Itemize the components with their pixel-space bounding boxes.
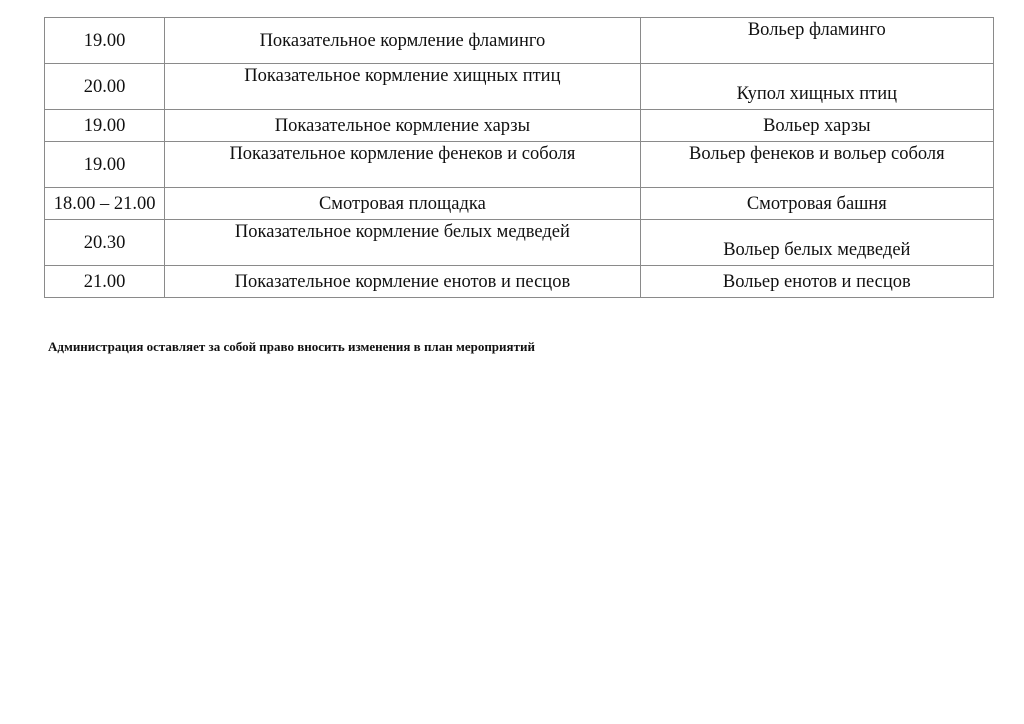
table-row bbox=[45, 64, 994, 110]
place-cell: Вольер белых медведей bbox=[640, 220, 993, 266]
time-cell: 18.00 – 21.00 bbox=[45, 188, 165, 220]
event-cell: Показательное кормление енотов и песцов bbox=[165, 266, 641, 298]
table-row bbox=[45, 266, 994, 298]
place-cell: Вольер фламинго bbox=[640, 18, 993, 64]
event-cell: Показательное кормление фламинго bbox=[165, 18, 641, 64]
place-cell: Смотровая башня bbox=[640, 188, 993, 220]
table-row bbox=[45, 142, 994, 188]
place-cell: Вольер харзы bbox=[640, 110, 993, 142]
time-cell: 20.00 bbox=[45, 64, 165, 110]
event-cell: Показательное кормление хищных птиц bbox=[165, 64, 641, 110]
time-cell: 19.00 bbox=[45, 110, 165, 142]
place-cell: Вольер енотов и песцов bbox=[640, 266, 993, 298]
event-cell: Показательное кормление харзы bbox=[165, 110, 641, 142]
time-cell: 21.00 bbox=[45, 266, 165, 298]
events-schedule-table bbox=[44, 17, 994, 298]
event-cell: Показательное кормление белых медведей bbox=[165, 220, 641, 266]
administration-notice: Администрация оставляет за собой право вносить изменения в план мероприятий bbox=[48, 339, 535, 354]
place-cell: Вольер фенеков и вольер соболя bbox=[640, 142, 993, 188]
time-cell: 19.00 bbox=[45, 18, 165, 64]
time-cell: 20.30 bbox=[45, 220, 165, 266]
event-cell: Показательное кормление фенеков и соболя bbox=[165, 142, 641, 188]
event-cell: Смотровая площадка bbox=[165, 188, 641, 220]
table-row bbox=[45, 220, 994, 266]
table-row bbox=[45, 18, 994, 64]
table-row bbox=[45, 188, 994, 220]
table-row bbox=[45, 110, 994, 142]
place-cell: Купол хищных птиц bbox=[640, 64, 993, 110]
time-cell: 19.00 bbox=[45, 142, 165, 188]
